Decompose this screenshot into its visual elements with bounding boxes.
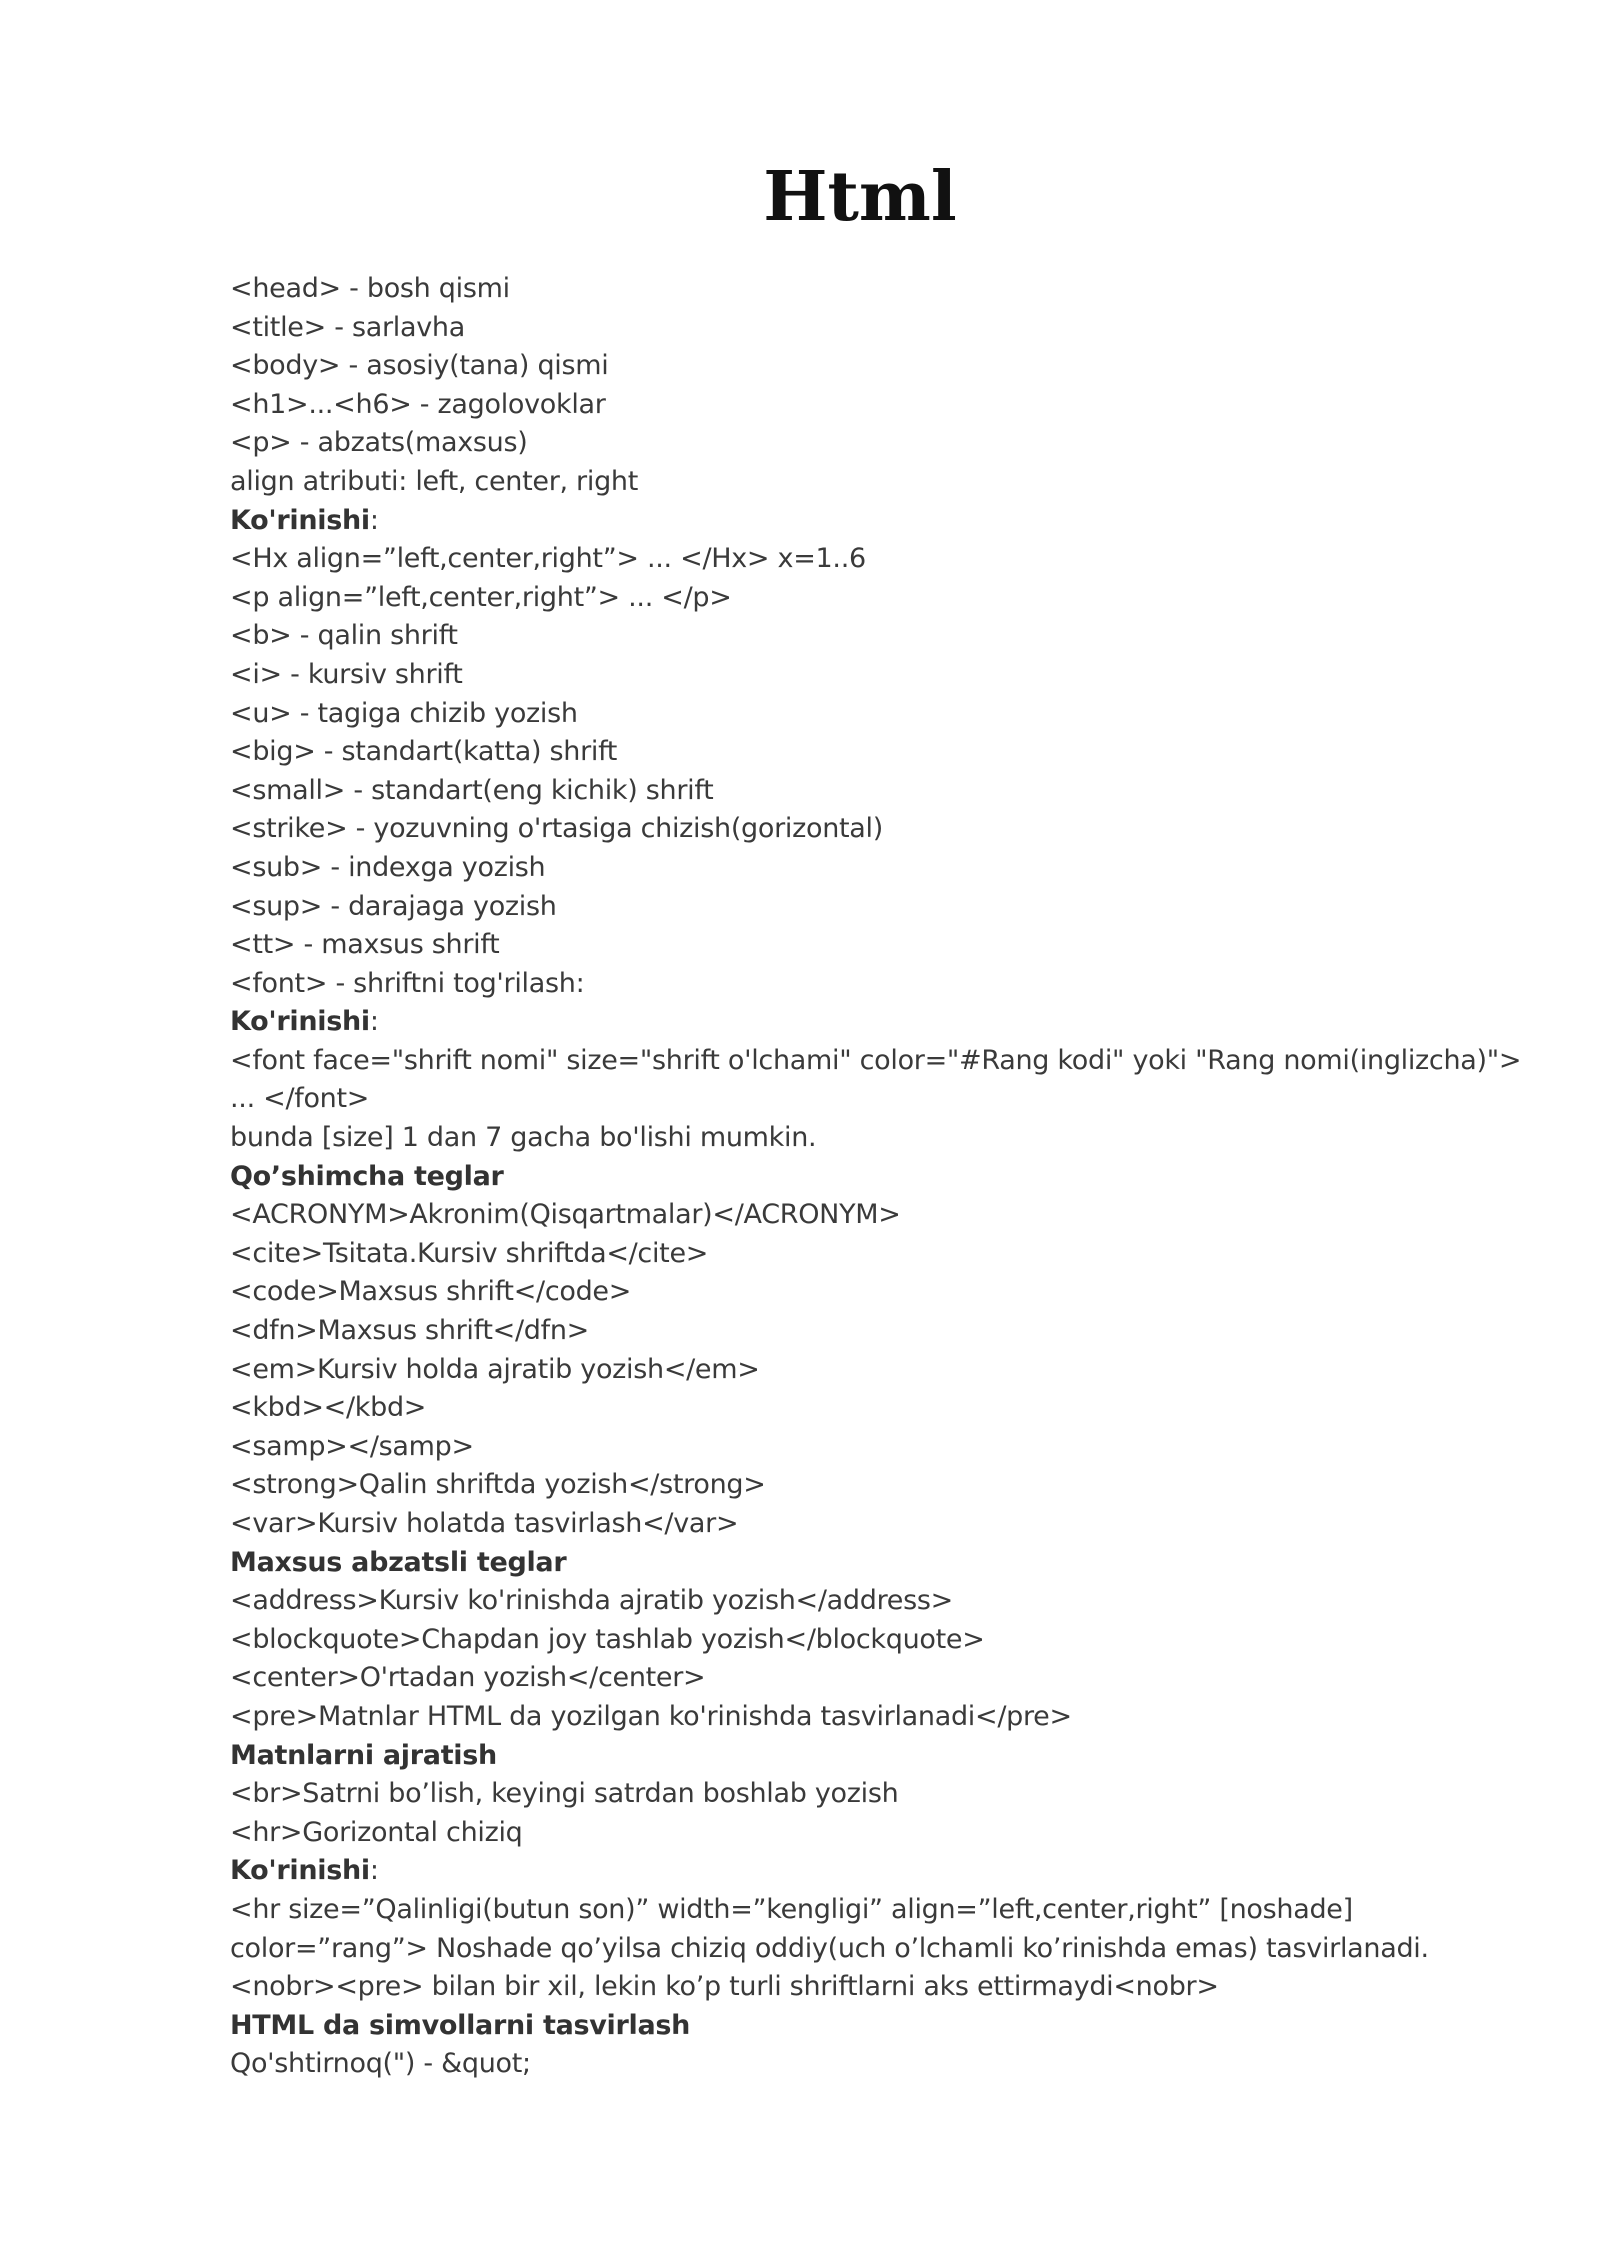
line-text: <p align=”left,center,right”> ... </p>: [230, 581, 732, 613]
text-line: [230, 1428, 1530, 1467]
bold-label: Maxsus abzatsli teglar: [230, 1546, 567, 1578]
line-text: <p> - abzats(maxsus): [230, 427, 528, 459]
section-heading-line: [230, 1852, 1530, 1891]
line-text: <kbd></kbd>: [230, 1392, 427, 1424]
text-line: [230, 1968, 1530, 2007]
line-text: align atributi: left, center, right: [230, 465, 639, 497]
text-line: [230, 540, 1530, 579]
text-line: [230, 965, 1530, 1004]
line-text: <var>Kursiv holatda tasvirlash</var>: [230, 1508, 739, 1539]
text-line: [230, 1273, 1530, 1312]
section-heading-line: [230, 1737, 1530, 1776]
bold-label: Ko'rinishi: [230, 504, 370, 536]
line-text: <tt> - maxsus shrift: [230, 929, 500, 961]
line-text: :: [369, 1855, 379, 1887]
text-line: [230, 2045, 1530, 2084]
line-text: <big> - standart(katta) shrift: [230, 736, 618, 768]
text-line: [230, 1505, 1530, 1544]
line-text: <pre>Matnlar HTML da yozilgan ko'rinishda tasvirlanadi</pre>: [230, 1700, 1072, 1732]
text-line: [230, 309, 1530, 348]
text-line: [230, 1891, 1530, 1930]
text-line: [230, 1351, 1530, 1390]
text-line: [230, 270, 1530, 309]
line-text: <hr>Gorizontal chiziq: [230, 1816, 523, 1848]
text-line: [230, 772, 1530, 811]
section-heading-line: [230, 2007, 1530, 2046]
text-line: [230, 1775, 1530, 1814]
line-text: <u> - tagiga chizib yozish: [230, 697, 578, 729]
document-body: [230, 270, 1530, 2084]
text-line: [230, 1042, 1530, 1081]
text-line: [230, 424, 1530, 463]
line-text: <code>Maxsus shrift</code>: [230, 1276, 632, 1308]
section-heading-line: [230, 1003, 1530, 1042]
text-line: [230, 1814, 1530, 1853]
line-text: <br>Satrni bo’lish, keyingi satrdan boshlab yozish: [230, 1778, 899, 1810]
line-text: :: [369, 504, 379, 536]
line-text: <nobr><pre> bilan bir xil, lekin ko’p turli shriftlarni aks ettirmaydi<nobr>: [230, 1971, 1219, 2003]
text-line: [230, 656, 1530, 695]
page-title: Html: [763, 157, 957, 237]
line-text: <strike> - yozuvning o'rtasiga chizish(gorizontal): [230, 813, 883, 845]
bold-label: Qo’shimcha teglar: [230, 1160, 504, 1192]
line-text: <h1>...<h6> - zagolovoklar: [230, 388, 606, 420]
line-text: <blockquote>Chapdan joy tashlab yozish</blockquote>: [230, 1623, 985, 1655]
text-line: [230, 1235, 1530, 1274]
text-line: [230, 1080, 1530, 1119]
text-line: [230, 1312, 1530, 1351]
bold-label: Ko'rinishi: [230, 1855, 370, 1887]
line-text: <samp></samp>: [230, 1430, 474, 1462]
text-line: [230, 1930, 1530, 1969]
line-text: <sup> - darajaga yozish: [230, 890, 557, 922]
text-line: [230, 926, 1530, 965]
text-line: [230, 617, 1530, 656]
bold-label: Ko'rinishi: [230, 1006, 370, 1038]
line-text: bunda [size] 1 dan 7 gacha bo'lishi mumkin.: [230, 1122, 817, 1154]
line-text: <title> - sarlavha: [230, 311, 465, 343]
line-text: <dfn>Maxsus shrift</dfn>: [230, 1315, 589, 1347]
text-line: [230, 733, 1530, 772]
section-heading-line: [230, 1544, 1530, 1583]
line-text: :: [369, 1006, 379, 1038]
line-text: <strong>Qalin shriftda yozish</strong>: [230, 1469, 766, 1501]
text-line: [230, 1466, 1530, 1505]
text-line: [230, 810, 1530, 849]
line-text: <center>O'rtadan yozish</center>: [230, 1662, 706, 1694]
text-line: [230, 1389, 1530, 1428]
line-text: <em>Kursiv holda ajratib yozish</em>: [230, 1353, 760, 1385]
text-line: [230, 1698, 1530, 1737]
line-text: Qo'shtirnoq(") - &quot;: [230, 2048, 531, 2080]
line-text: <b> - qalin shrift: [230, 620, 458, 652]
text-line: [230, 1196, 1530, 1235]
text-line: [230, 347, 1530, 386]
text-line: [230, 1582, 1530, 1621]
line-text: <head> - bosh qismi: [230, 273, 510, 304]
text-line: [230, 579, 1530, 618]
line-text: <address>Kursiv ko'rinishda ajratib yozish</address>: [230, 1585, 953, 1617]
text-line: [230, 695, 1530, 734]
line-text: <i> - kursiv shrift: [230, 658, 463, 690]
line-text: <small> - standart(eng kichik) shrift: [230, 774, 714, 806]
line-text: <sub> - indexga yozish: [230, 851, 546, 883]
line-text: <font face="shrift nomi" size="shrift o'lchami" color="#Rang kodi" yoki "Rang nomi(inglizcha)">: [230, 1044, 1522, 1076]
text-line: [230, 1659, 1530, 1698]
line-text: <Hx align=”left,center,right”> ... </Hx> x=1..6: [230, 543, 866, 575]
text-line: [230, 386, 1530, 425]
section-heading-line: [230, 1158, 1530, 1197]
section-heading-line: [230, 502, 1530, 541]
line-text: <hr size=”Qalinligi(butun son)” width=”kengligi” align=”left,center,right” [noshade]: [230, 1893, 1353, 1925]
line-text: color=”rang”> Noshade qo’yilsa chiziq oddiy(uch o’lchamli ko’rinishda emas) tasvirlanadi.: [230, 1932, 1429, 1964]
text-line: [230, 463, 1530, 502]
text-line: [230, 1621, 1530, 1660]
line-text: <body> - asosiy(tana) qismi: [230, 350, 609, 382]
text-line: [230, 888, 1530, 927]
bold-label: HTML da simvollarni tasvirlash: [230, 2009, 691, 2041]
text-line: [230, 1119, 1530, 1158]
line-text: ... </font>: [230, 1083, 370, 1115]
line-text: <cite>Tsitata.Kursiv shriftda</cite>: [230, 1237, 709, 1269]
line-text: <ACRONYM>Akronim(Qisqartmalar)</ACRONYM>: [230, 1199, 901, 1231]
bold-label: Matnlarni ajratish: [230, 1739, 497, 1771]
line-text: <font> - shriftni tog'rilash:: [230, 967, 585, 999]
text-line: [230, 849, 1530, 888]
